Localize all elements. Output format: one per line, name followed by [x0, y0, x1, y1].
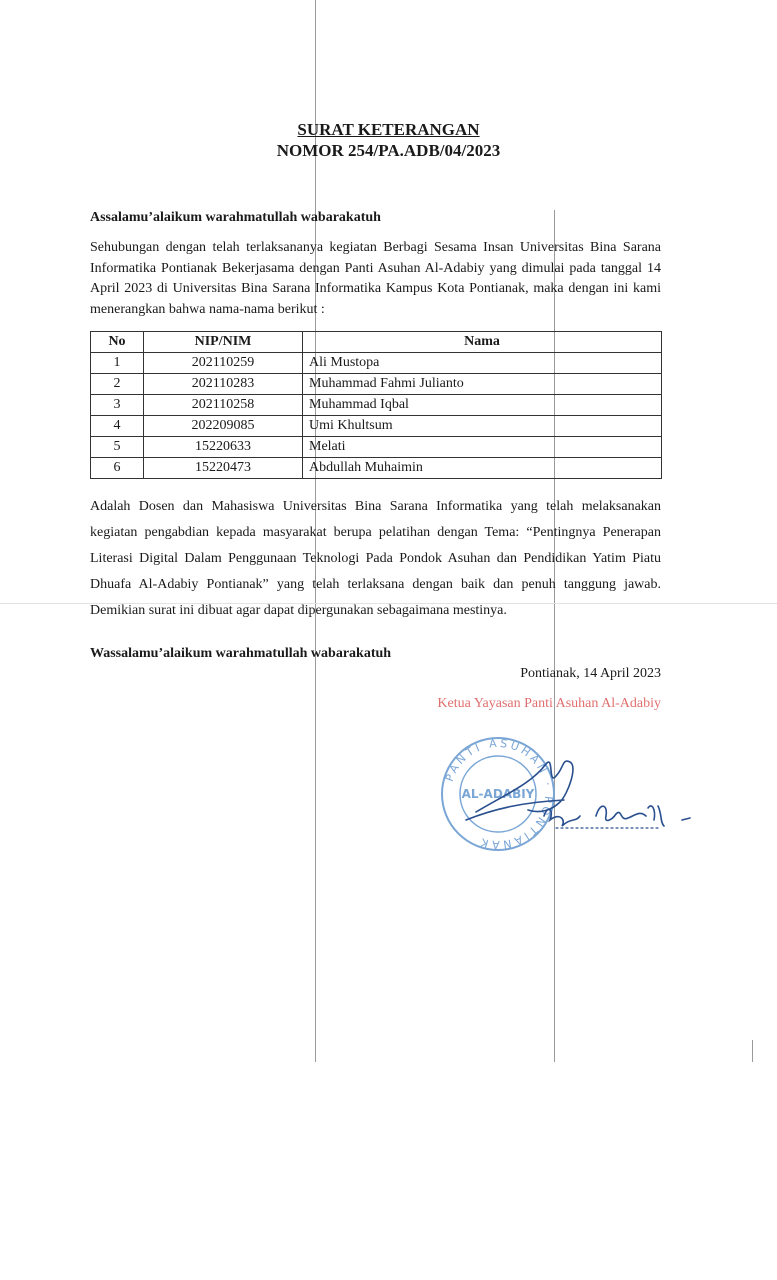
row-nama: Muhammad Iqbal — [303, 395, 662, 416]
stamp-signature-image — [436, 724, 698, 864]
table-row — [91, 437, 662, 458]
intro-paragraph: Sehubungan dengan telah terlaksananya kegiatan Berbagi Sesama Insan Universitas Bina Sarana Informatika Pontianak Bekerjasama dengan Panti Asuhan Al-Adabiy yang dimulai pada tanggal 14 April 2023 di Universitas Bina Sarana Informatika Kampus Kota Pontianak, maka dengan ini kami menerangkan bahwa nama-nama berikut : — [90, 240, 661, 317]
letter-heading — [0, 120, 777, 162]
row-no: 3 — [91, 395, 144, 416]
row-nama: Ali Mustopa — [303, 353, 662, 374]
row-nama: Melati — [303, 437, 662, 458]
table-row — [91, 353, 662, 374]
row-no: 6 — [91, 458, 144, 479]
row-nim: 15220633 — [144, 437, 303, 458]
table-header-row — [91, 332, 662, 353]
row-no: 4 — [91, 416, 144, 437]
table-row — [91, 416, 662, 437]
header-nama: Nama — [303, 332, 662, 353]
place-date: Pontianak, 14 April 2023 — [520, 666, 661, 681]
table-row — [91, 395, 662, 416]
header-no: No — [91, 332, 144, 353]
organization-stamp — [442, 737, 555, 851]
row-nim: 15220473 — [144, 458, 303, 479]
letter-title: SURAT KETERANGAN — [297, 120, 480, 139]
row-nim: 202110258 — [144, 395, 303, 416]
table-row — [91, 374, 662, 395]
scan-edge-line — [752, 1040, 753, 1062]
row-nama: Umi Khultsum — [303, 416, 662, 437]
stamp-ring-text: PANTI ASUHAN · PONTIANAK — [442, 736, 556, 852]
letter-number: NOMOR 254/PA.ADB/04/2023 — [276, 141, 501, 160]
closing-greeting: Wassalamu’alaikum warahmatullah wabarakatuh — [90, 646, 392, 661]
members-table — [90, 331, 662, 479]
body-paragraph: Adalah Dosen dan Mahasiswa Universitas Bina Sarana Informatika yang telah melaksanakan kegiatan pengabdian kepada masyarakat berupa pelatihan dengan Tema: “Pentingnya Penerapan Literasi Digital Dalam Penggunaan Teknologi Pada Pondok Asuhan dan Pendidikan Yatim Piatu Dhuafa Al-Adabiy Pontianak” yang telah terlaksana dengan baik dan penuh tanggung jawab. Demikian surat ini dibuat agar dapat dipergunakan sebagaimana mestinya. — [90, 499, 661, 618]
row-nama: Abdullah Muhaimin — [303, 458, 662, 479]
row-nim: 202110283 — [144, 374, 303, 395]
row-nim: 202110259 — [144, 353, 303, 374]
header-nip-nim: NIP/NIM — [144, 332, 303, 353]
table-row — [91, 458, 662, 479]
row-no: 5 — [91, 437, 144, 458]
row-nama: Muhammad Fahmi Julianto — [303, 374, 662, 395]
signatory-title: Ketua Yayasan Panti Asuhan Al-Adabiy — [437, 696, 661, 711]
row-nim: 202209085 — [144, 416, 303, 437]
stamp-center-text: AL-ADABIY — [461, 787, 535, 801]
opening-greeting: Assalamu’alaikum warahmatullah wabarakatuh — [90, 210, 381, 225]
row-no: 1 — [91, 353, 144, 374]
row-no: 2 — [91, 374, 144, 395]
